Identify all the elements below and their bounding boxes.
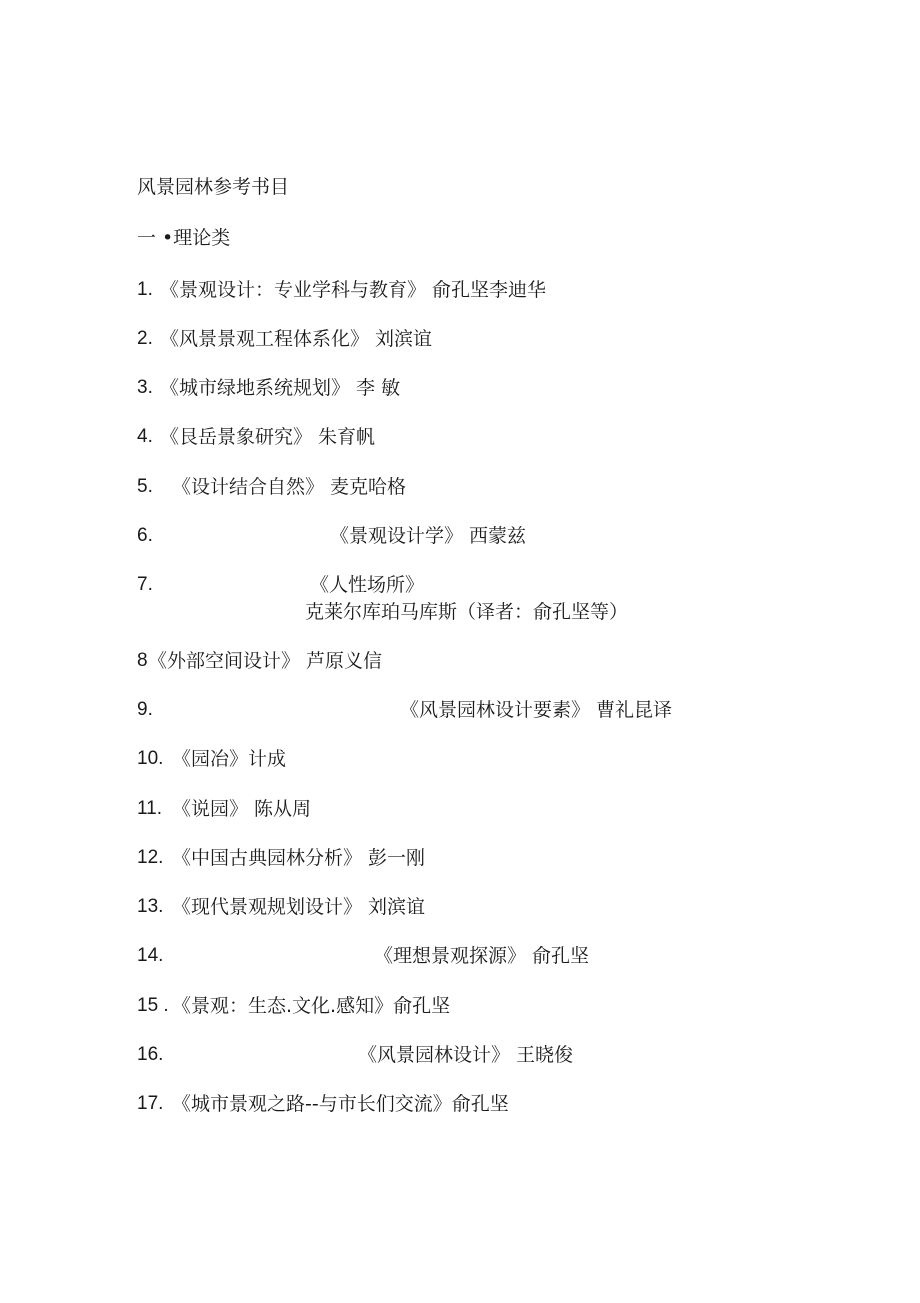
section-heading: 一 •理论类	[137, 227, 231, 249]
item-text: 《现代景观规划设计》 刘滨谊	[172, 896, 426, 918]
item-text: 《城市绿地系统规划》 李 敏	[160, 377, 401, 399]
item-number: 17.	[137, 1093, 164, 1114]
item-text: 《风景景观工程体系化》 刘滨谊	[160, 328, 433, 350]
item-number: 6.	[137, 525, 153, 546]
item-number: 9.	[137, 699, 153, 720]
item-number: 1.	[137, 279, 153, 300]
item-number: 15 .	[137, 995, 169, 1016]
item-number: 8	[137, 650, 148, 671]
item-text: 《设计结合自然》 麦克哈格	[172, 476, 407, 498]
item-text: 《外部空间设计》 芦原义信	[148, 650, 383, 672]
item-text: 《风景园林设计要素》 曹礼昆译	[400, 699, 673, 721]
item-text: 《城市景观之路--与市长们交流》俞孔坚	[172, 1093, 509, 1115]
item-text: 《风景园林设计》 王晓俊	[358, 1044, 574, 1066]
item-number: 2.	[137, 328, 153, 349]
item-number: 7.	[137, 574, 153, 595]
item-text-secondary: 克莱尔库珀马库斯（译者：俞孔坚等）	[305, 601, 629, 623]
item-number: 14.	[137, 945, 164, 966]
item-text: 《理想景观探源》 俞孔坚	[374, 945, 590, 967]
item-number: 3.	[137, 377, 153, 398]
item-text: 《景观：生态.文化.感知》俞孔坚	[172, 995, 451, 1017]
item-number: 16.	[137, 1044, 164, 1065]
item-text: 《景观设计：专业学科与教育》 俞孔坚李迪华	[160, 279, 547, 301]
item-number: 11.	[137, 798, 163, 819]
item-text: 《人性场所》	[310, 574, 425, 596]
item-text: 《园冶》计成	[172, 748, 287, 770]
item-text: 《景观设计学》 西蒙兹	[330, 525, 527, 547]
document-title: 风景园林参考书目	[137, 176, 290, 198]
item-number: 10.	[137, 748, 164, 769]
item-number: 13.	[137, 896, 164, 917]
item-number: 4.	[137, 426, 153, 447]
item-number: 5.	[137, 476, 153, 497]
item-text: 《说园》 陈从周	[172, 798, 312, 820]
item-text: 《艮岳景象研究》 朱育帆	[160, 426, 376, 448]
item-text: 《中国古典园林分析》 彭一刚	[172, 847, 426, 869]
item-number: 12.	[137, 847, 164, 868]
